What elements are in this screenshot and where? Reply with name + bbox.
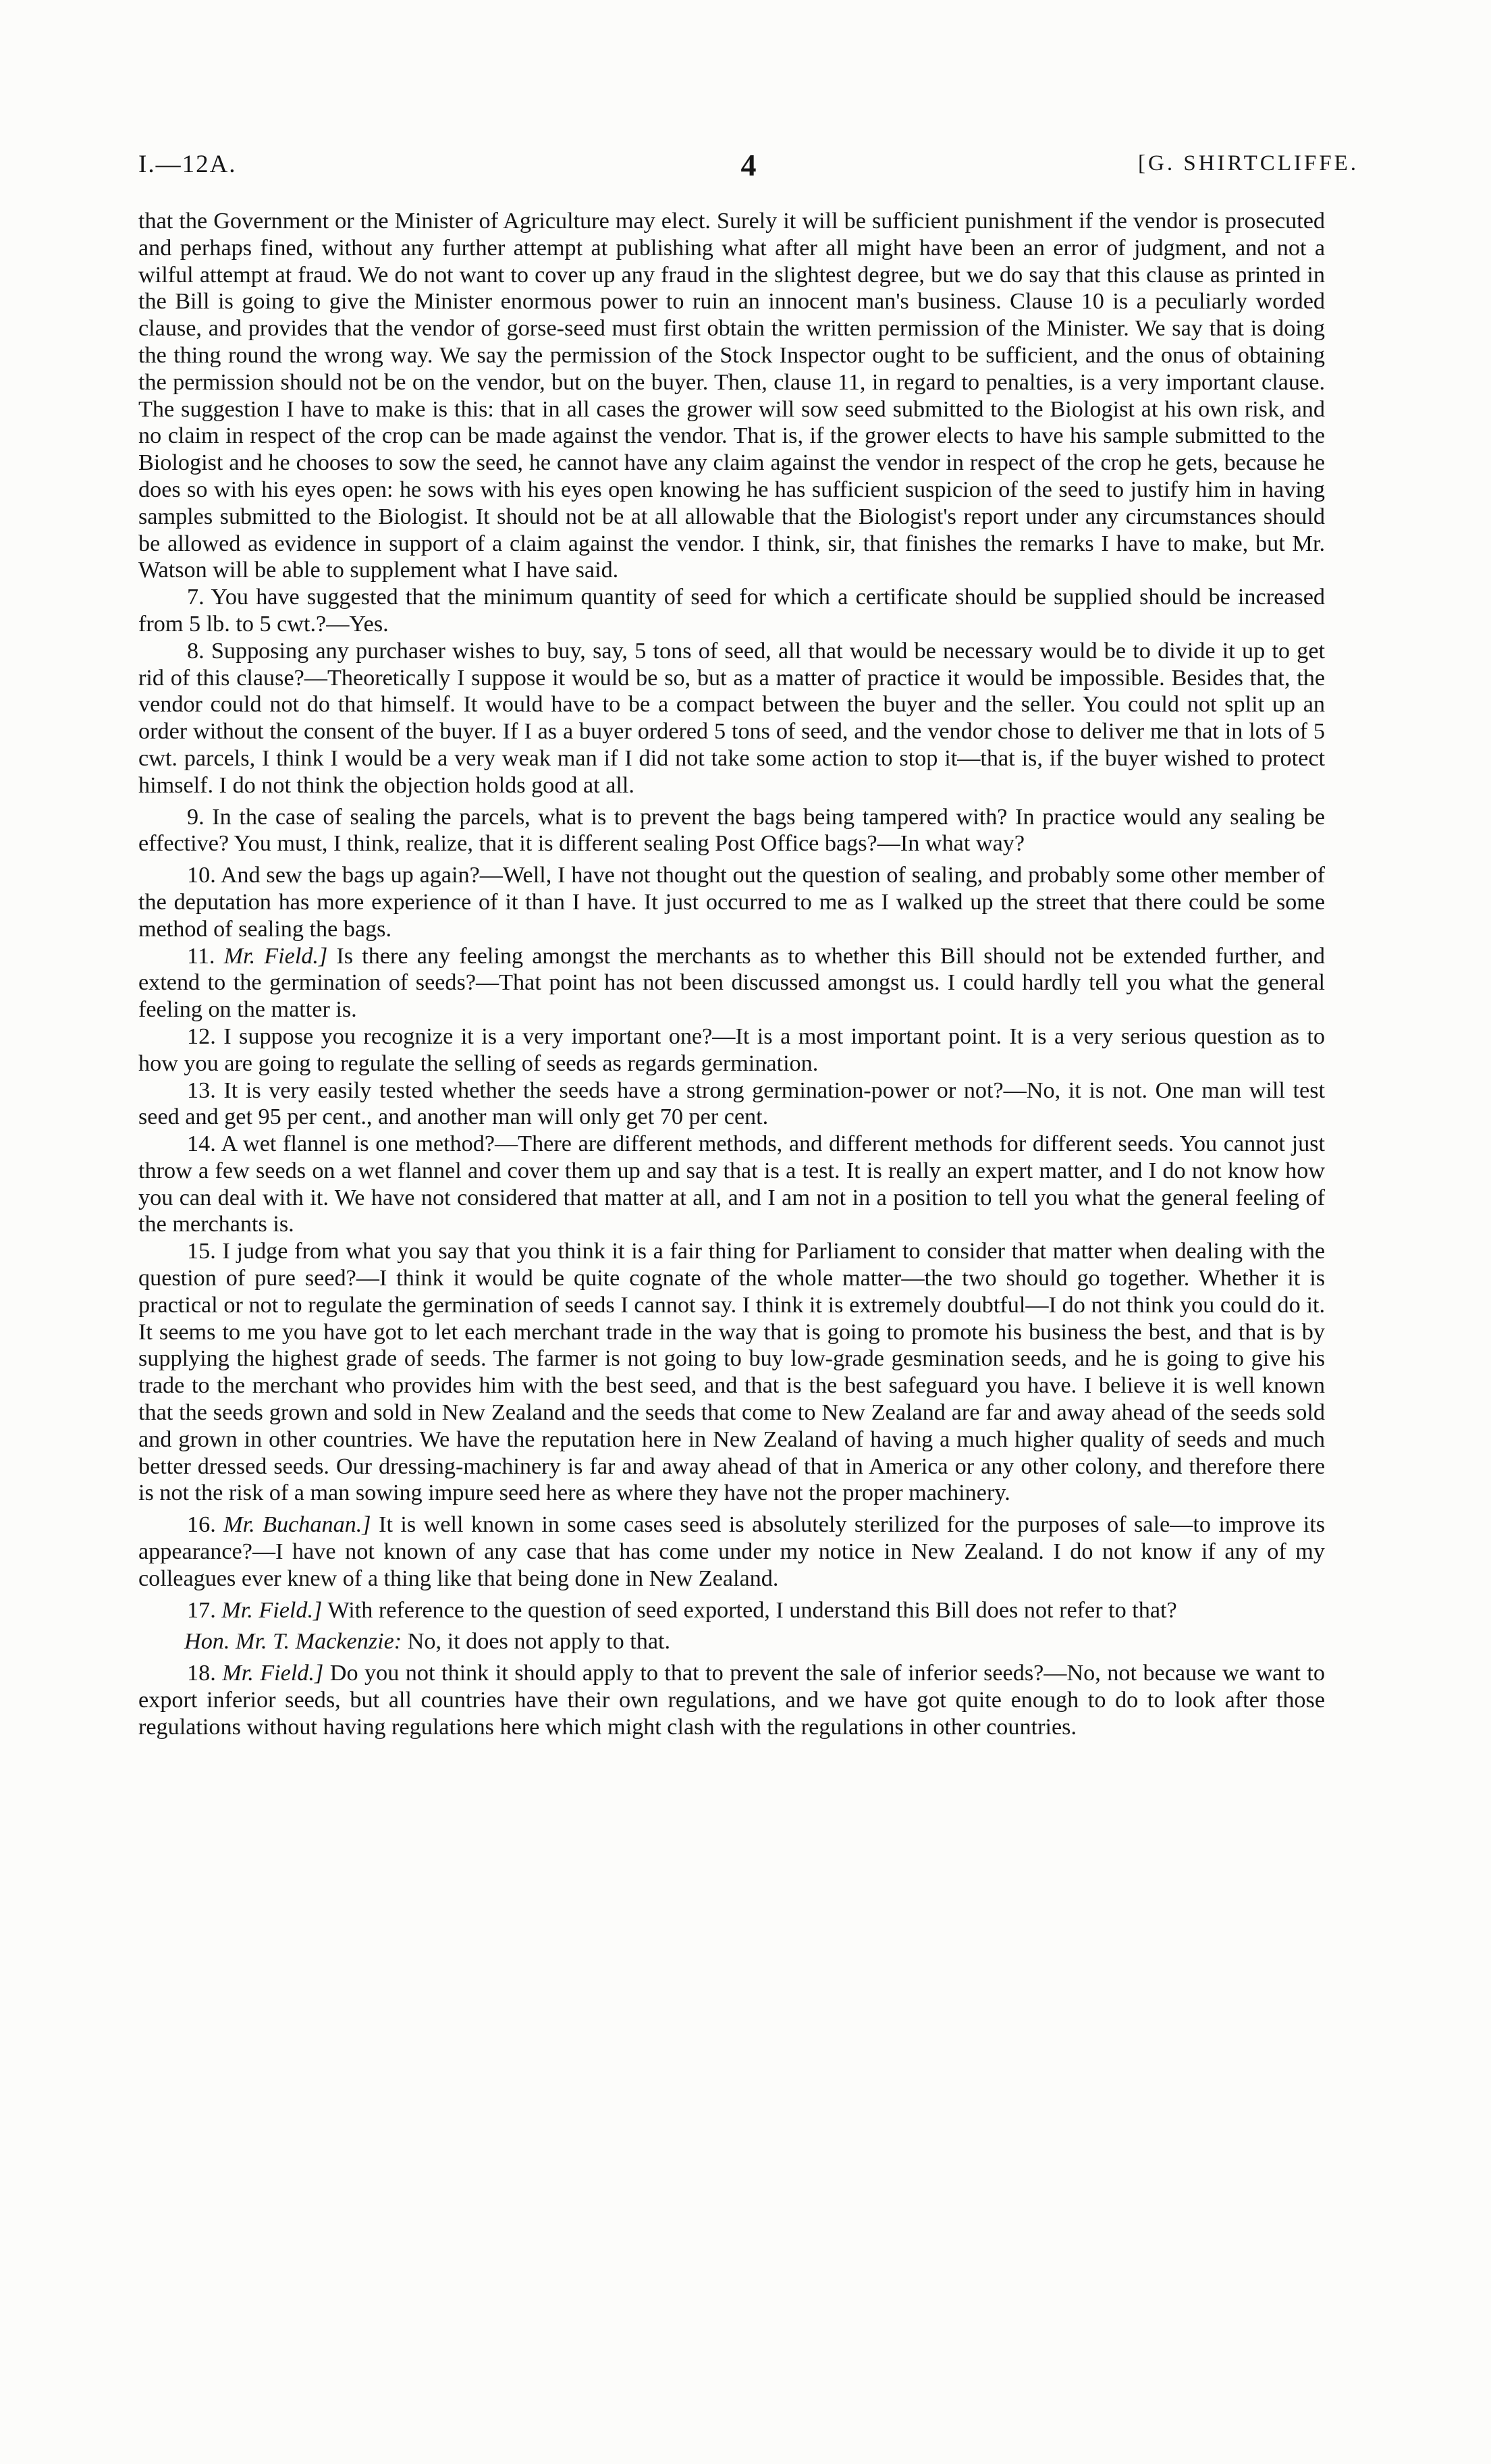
paragraph-text: It is well known in some cases seed is absolutely sterilized for the purposes of sale—to improve its appearance?—I have not known of any case that has come under my notice in New Zealand. I do not know if any of my colleagues ever knew of a thing like that being done in New Zealand. bbox=[138, 1512, 1326, 1591]
question-number: 11. bbox=[187, 943, 215, 969]
paragraph: 7. You have suggested that the minimum quantity of seed for which a certificate should be supplied should be increased from 5 lb. to 5 cwt.?—Yes. bbox=[138, 585, 1325, 637]
paragraph: 10. And sew the bags up again?—Well, I have not thought out the question of sealing, and probably some other member of the deputation has more experience of it than I have. It just occurred to me as I walked up the street that there could be some method of sealing the bags. bbox=[138, 863, 1325, 942]
witness-name: [G. SHIRTCLIFFE. bbox=[1138, 151, 1359, 176]
paragraph: 15. I judge from what you say that you think it is a fair thing for Parliament to consider that matter when dealing with the question of pure seed?—I think it would be quite cognate of the whole matter—the two should go together. Whether it is practical or not to regulate the germination of seeds I cannot say. I think it is extremely doubtful—I do not think you could do it. It seems to me you have got to let each merchant trade in the way that is going to promote his business the best, and that is by supplying the highest grade of seeds. The farmer is not going to buy low-grade gesmination seeds, and he is going to give his trade to the merchant who provides him with the best seed, and that is the best safeguard you have. I believe it is well known that the seeds grown and sold in New Zealand and the seeds that come to New Zealand are far and away ahead of the seeds sold and grown in other countries. We have the reputation here in New Zealand of having a much higher quality of seeds and much better dressed seeds. Our dressing-machinery is far and away ahead of that in America or any other colony, and therefore there is not the risk of a man sowing impure seed here as where they have not the proper machinery. bbox=[138, 1239, 1325, 1506]
paragraph bbox=[138, 1511, 1325, 1592]
paragraph: 12. I suppose you recognize it is a very important one?—It is a most important point. It is a very serious question as to how you are going to regulate the selling of seeds as regards germination. bbox=[138, 1023, 1325, 1076]
question-number: 18. bbox=[187, 1661, 216, 1686]
paragraph: 14. A wet flannel is one method?—There are different methods, and different methods for different seeds. You cannot just throw a few seeds on a wet flannel and cover them up and say that is a test. It is really an expert matter, and I do not know how you can deal with it. We have not considered that matter at all, and I am not in a position to tell you what the general feeling of the merchants is. bbox=[138, 1131, 1325, 1237]
speaker-name: Mr. Field.] bbox=[222, 1661, 324, 1686]
paragraph: 13. It is very easily tested whether the seeds have a strong germination-power or not?—No, it is not. One man will test seed and get 95 per cent., and another man will only get 70 per cent. bbox=[138, 1077, 1325, 1130]
paragraph-text: With reference to the question of seed exported, I understand this Bill does not refer to that? bbox=[327, 1597, 1177, 1623]
evidence-text bbox=[138, 208, 1325, 1741]
paragraph: 9. In the case of sealing the parcels, what is to prevent the bags being tampered with? In practice would any sealing be effective? You must, I think, realize, that it is different sealing Post Office bags?—In what way? bbox=[138, 804, 1325, 857]
paragraph-text: Is there any feeling amongst the merchants as to whether this Bill should not be extended further, and extend to the germination of seeds?—That point has not been discussed amongst us. I could hardly tell you what the general feeling on the matter is. bbox=[138, 943, 1326, 1023]
page-number: 4 bbox=[740, 148, 757, 182]
speaker-name: Hon. Mr. T. Mackenzie: bbox=[184, 1629, 402, 1655]
paragraph-text: Do you not think it should apply to that to prevent the sale of inferior seeds?—No, not because we want to export inferior seeds, but all countries have their own regulations, and we have got quite enough to do to look after those regulations without having regulations here which might clash with the regulations in other countries. bbox=[138, 1661, 1326, 1740]
paragraph bbox=[138, 1660, 1325, 1740]
paragraph bbox=[138, 1628, 1325, 1655]
paragraph bbox=[138, 1597, 1325, 1624]
page-header bbox=[138, 150, 1359, 190]
paragraph: that the Government or the Minister of Agriculture may elect. Surely it will be sufficient punishment if the vendor is prosecuted and perhaps fined, without any further attempt at publishing what after all might have been an error of judgment, and not a wilful attempt at fraud. We do not want to cover up any fraud in the slightest degree, but we do say that this clause as printed in the Bill is going to give the Minister enormous power to ruin an innocent man's business. Clause 10 is a peculiarly worded clause, and provides that the vendor of gorse-seed must first obtain the written permission of the Minister. We say that is doing the thing round the wrong way. We say the permission of the Stock Inspector ought to be sufficient, and the onus of obtaining the permission should not be on the vendor, but on the buyer. Then, clause 11, in regard to penalties, is a very important clause. The suggestion I have to make is this: that in all cases the grower will sow seed submitted to the Biologist at his own risk, and no claim in respect of the crop can be made against the vendor. That is, if the grower elects to have his sample submitted to the Biologist and he chooses to sow the seed, he cannot have any claim against the vendor in respect of the crop he gets, because he does so with his eyes open: he sows with his eyes open knowing he has sufficient suspicion of the seed to justify him in having samples submitted to the Biologist. It should not be at all allowable that the Biologist's report under any circumstances should be allowed as evidence in support of a claim against the vendor. I think, sir, that finishes the remarks I have to make, but Mr. Watson will be able to supplement what I have said. bbox=[138, 209, 1325, 583]
question-number: 17. bbox=[187, 1597, 216, 1623]
paragraph bbox=[138, 943, 1325, 1023]
paper-reference: I.—12A. bbox=[138, 151, 237, 178]
question-number: 16. bbox=[187, 1512, 216, 1538]
speaker-name: Mr. Field.] bbox=[223, 943, 328, 969]
speaker-name: Mr. Field.] bbox=[221, 1597, 323, 1623]
paragraph-text: No, it does not apply to that. bbox=[407, 1629, 671, 1655]
paragraph: 8. Supposing any purchaser wishes to buy, say, 5 tons of seed, all that would be necessary would be to divide it up to get rid of this clause?—Theoretically I suppose it would be so, but as a matter of practice it would be impossible. Besides that, the vendor could not do that himself. It would have to be a compact between the buyer and the seller. You could not split up an order without the consent of the buyer. If I as a buyer ordered 5 tons of seed, and the vendor chose to deliver me that in lots of 5 cwt. parcels, I think I would be a very weak man if I did not take some action to stop it—that is, if the buyer wished to protect himself. I do not think the objection holds good at all. bbox=[138, 638, 1325, 798]
speaker-name: Mr. Buchanan.] bbox=[223, 1512, 371, 1538]
